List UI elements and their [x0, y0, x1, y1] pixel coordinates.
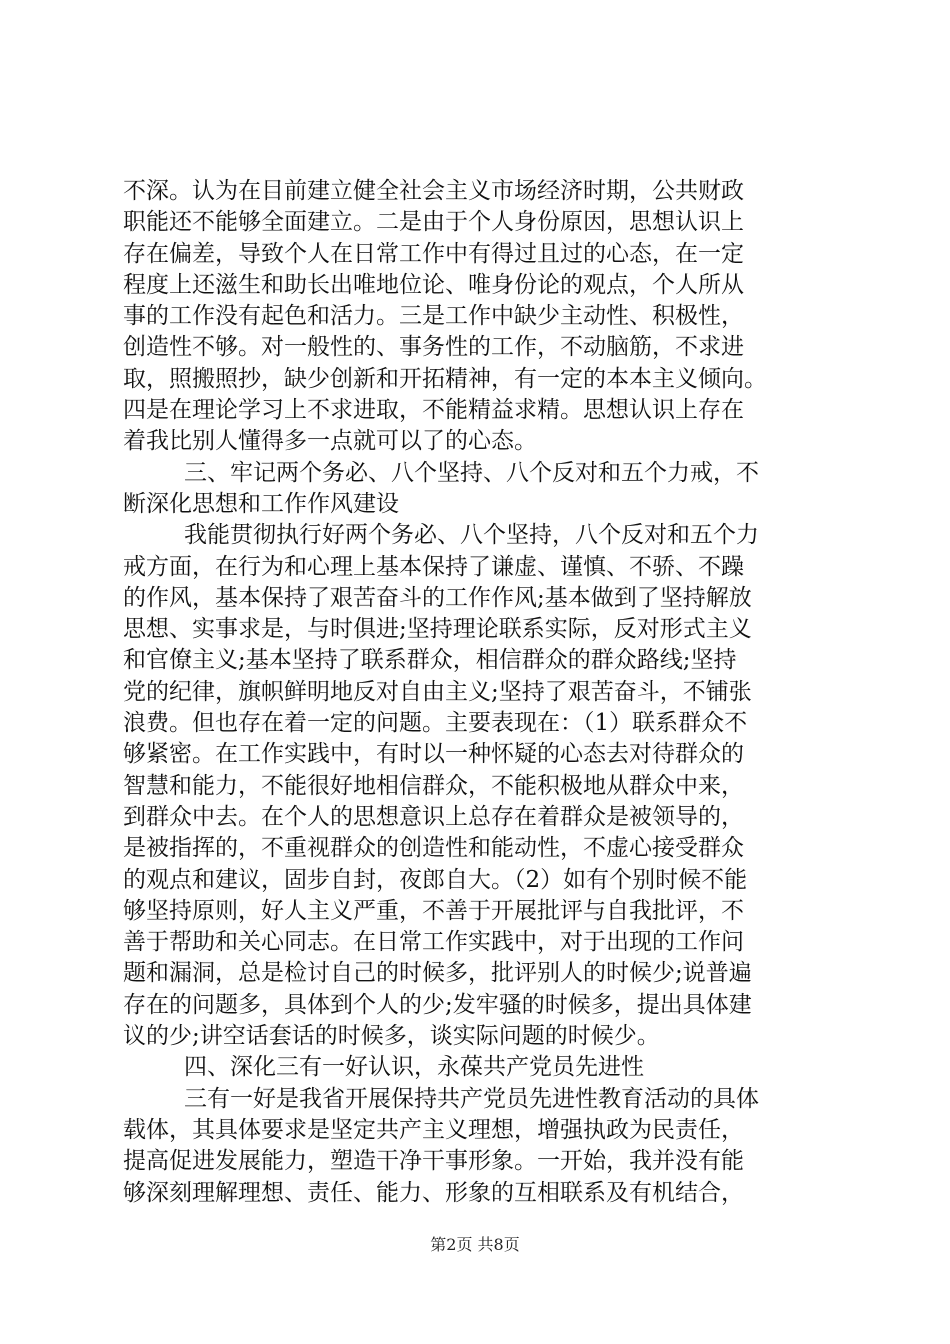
text-line: 创造性不够。对一般性的、事务性的工作，不动脑筋，不求进: [123, 334, 744, 361]
text-line: 提高促进发展能力，塑造干净干事形象。一开始，我并没有能: [123, 1148, 744, 1175]
text-line: 四是在理论学习上不求进取，不能精益求精。思想认识上存在: [123, 397, 744, 424]
text-line: 程度上还滋生和助长出唯地位论、唯身份论的观点，个人所从: [123, 271, 744, 298]
text-line: 三有一好是我省开展保持共产党员先进性教育活动的具体: [184, 1085, 759, 1112]
text-line: 存在的问题多，具体到个人的少;发牢骚的时候多，提出具体建: [123, 991, 752, 1018]
text-line: 的作风，基本保持了艰苦奋斗的工作作风;基本做到了坚持解放: [123, 584, 752, 611]
text-line: 职能还不能够全面建立。二是由于个人身份原因，思想认识上: [123, 209, 744, 236]
text-line: 戒方面，在行为和心理上基本保持了谦虚、谨慎、不骄、不躁: [123, 553, 744, 580]
text-line: 的观点和建议，固步自封，夜郎自大。（2）如有个别时候不能: [123, 866, 748, 893]
text-line: 够坚持原则，好人主义严重，不善于开展批评与自我批评，不: [123, 897, 744, 924]
text-line: 议的少;讲空话套话的时候多，谈实际问题的时候少。: [123, 1023, 660, 1050]
text-line: 存在偏差，导致个人在日常工作中有得过且过的心态，在一定: [123, 240, 744, 267]
section-heading-4: 四、深化三有一好认识，永葆共产党员先进性: [184, 1054, 644, 1081]
text-line: 不深。认为在目前建立健全社会主义市场经济时期，公共财政: [123, 178, 744, 204]
page-footer: 第2页 共8页: [430, 1235, 520, 1254]
text-line: 思想、实事求是，与时俱进;坚持理论联系实际，反对形式主义: [123, 616, 752, 643]
text-line: 够紧密。在工作实践中，有时以一种怀疑的心态去对待群众的: [123, 741, 744, 768]
text-line: 够深刻理解理想、责任、能力、形象的互相联系及有机结合，: [123, 1179, 744, 1206]
text-line: 善于帮助和关心同志。在日常工作实践中，对于出现的工作问: [123, 929, 744, 956]
text-line: 事的工作没有起色和活力。三是工作中缺少主动性、积极性，: [123, 303, 744, 330]
text-line: 到群众中去。在个人的思想意识上总存在着群众是被领导的，: [123, 803, 744, 830]
body-text: [123, 176, 835, 1209]
section-heading-3: 三、牢记两个务必、八个坚持、八个反对和五个力戒，不: [184, 459, 759, 486]
text-line: 我能贯彻执行好两个务必、八个坚持，八个反对和五个力: [184, 522, 759, 549]
section-heading-3-cont: 断深化思想和工作作风建设: [123, 490, 399, 517]
text-line: 浪费。但也存在着一定的问题。主要表现在：（1）联系群众不: [123, 710, 748, 737]
text-line: 题和漏洞，总是检讨自己的时候多，批评别人的时候少;说普遍: [123, 960, 752, 987]
text-line: 取，照搬照抄，缺少创新和开拓精神，有一定的本本主义倾向。: [123, 365, 767, 392]
text-line: 载体，其具体要求是坚定共产主义理想，增强执政为民责任，: [123, 1116, 744, 1143]
text-line: 党的纪律，旗帜鲜明地反对自由主义;坚持了艰苦奋斗，不铺张: [123, 678, 752, 705]
text-line: 是被指挥的，不重视群众的创造性和能动性，不虚心接受群众: [123, 835, 744, 862]
text-line: 着我比别人懂得多一点就可以了的心态。: [123, 428, 537, 455]
text-line: 和官僚主义;基本坚持了联系群众，相信群众的群众路线;坚持: [123, 647, 737, 674]
text-line: 智慧和能力，不能很好地相信群众，不能积极地从群众中来，: [123, 772, 744, 799]
